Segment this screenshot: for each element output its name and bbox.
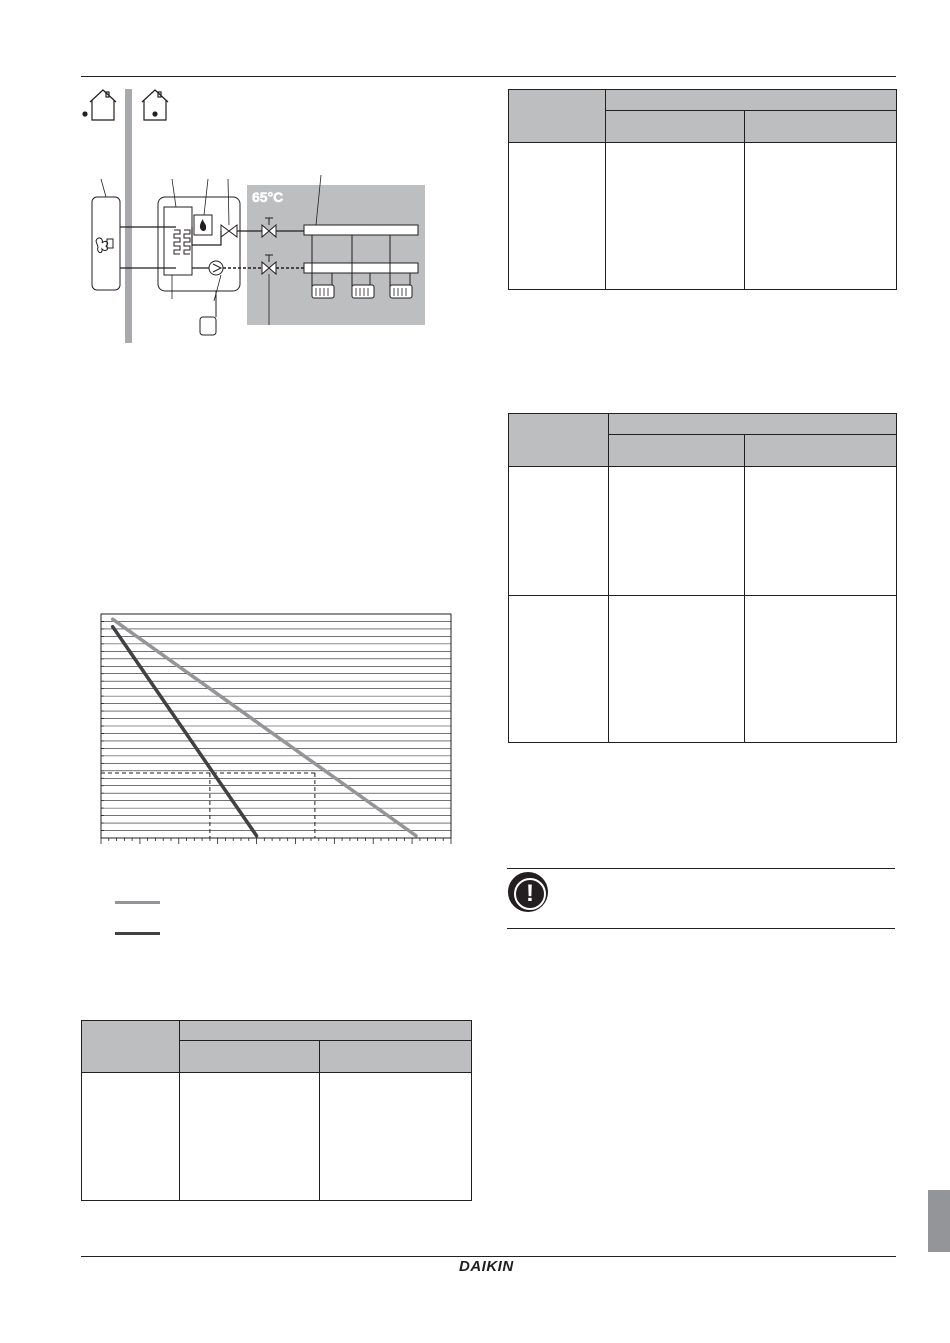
table-header-cell <box>509 414 609 467</box>
table-cell <box>509 596 609 743</box>
table-header-cell <box>82 1021 180 1073</box>
table-cell <box>509 467 609 596</box>
spec-table-1 <box>81 1020 472 1201</box>
chapter-tab <box>928 1190 950 1252</box>
table-cell <box>609 596 745 743</box>
table-header-cell <box>320 1041 472 1073</box>
table-cell <box>82 1073 180 1201</box>
table-header-cell <box>745 435 897 467</box>
outdoor-unit <box>92 197 120 290</box>
table-cell <box>509 143 606 290</box>
table-header-cell <box>609 435 745 467</box>
heated-zone <box>247 185 425 325</box>
spec-table-2 <box>508 89 897 290</box>
warning-icon: ! <box>508 872 548 912</box>
system-schematic <box>76 85 432 347</box>
house-indoor-icon <box>142 90 168 120</box>
supply-manifold <box>304 225 418 235</box>
spec-table-3 <box>508 413 897 743</box>
house-outdoor-icon <box>83 90 116 120</box>
return-manifold <box>304 263 418 273</box>
footer-rule <box>81 1256 896 1257</box>
table-cell <box>320 1073 472 1201</box>
table-cell <box>180 1073 320 1201</box>
table-cell <box>606 143 745 290</box>
table-header-cell <box>609 414 897 435</box>
table-cell <box>745 596 897 743</box>
zone-temperature-label: 65°C <box>252 189 284 205</box>
table-header-cell <box>606 90 897 111</box>
wall <box>125 89 132 343</box>
legend-line-2 <box>115 932 160 935</box>
brand-logo: DAIKIN <box>459 1258 514 1275</box>
chart <box>95 610 455 852</box>
table-cell <box>609 467 745 596</box>
table-header-cell <box>180 1041 320 1073</box>
table-cell <box>745 467 897 596</box>
header-rule <box>81 76 896 77</box>
table-header-cell <box>745 111 897 143</box>
table-header-cell <box>606 111 745 143</box>
legend-line-1 <box>115 901 160 904</box>
radiator-icon <box>312 285 412 298</box>
warning-top-rule <box>507 868 895 869</box>
table-header-cell <box>180 1021 472 1041</box>
warning-bottom-rule <box>507 928 895 929</box>
table-cell <box>745 143 897 290</box>
expansion-vessel <box>200 317 216 335</box>
table-header-cell <box>509 90 606 143</box>
